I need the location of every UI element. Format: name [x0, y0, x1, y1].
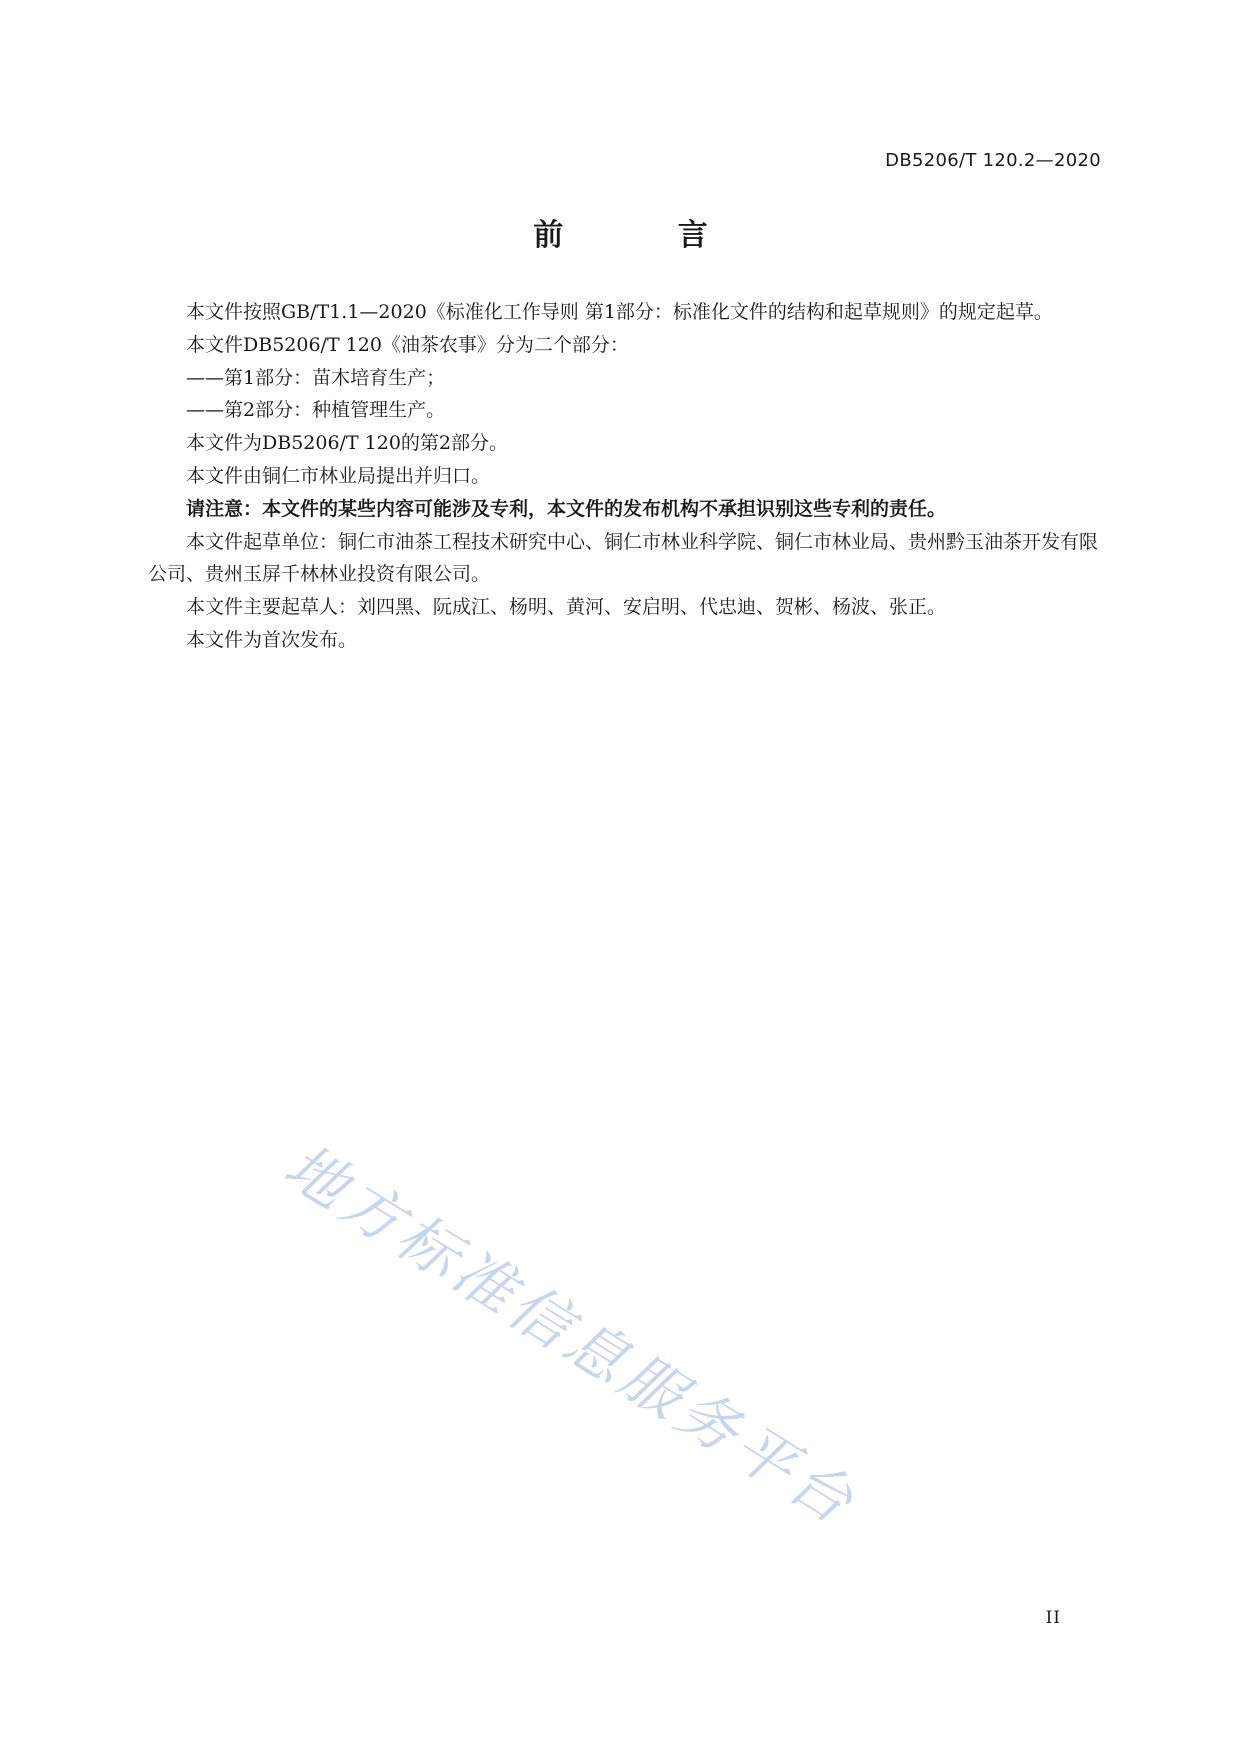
paragraph-parts-intro: 本文件DB5206/T 120《油茶农事》分为二个部分：	[186, 333, 629, 356]
page-title: 前 言	[533, 218, 760, 253]
foreword-body	[148, 296, 1098, 657]
paragraph-drafting-units: 本文件起草单位：铜仁市油茶工程技术研究中心、铜仁市林业科学院、铜仁市林业局、贵州黔玉油茶开发有限公司、贵州玉屏千林林业投资有限公司。	[148, 530, 1099, 586]
page-number: II	[1045, 1608, 1061, 1628]
watermark: 地方标准信息服务平台	[272, 1131, 869, 1541]
paragraph-this-part: 本文件为DB5206/T 120的第2部分。	[186, 432, 509, 455]
paragraph-drafters: 本文件主要起草人：刘四黑、阮成江、杨明、黄河、安启明、代忠迪、贺彬、杨波、张正。	[186, 596, 947, 619]
paragraph-first-release: 本文件为首次发布。	[186, 628, 358, 651]
paragraph-part-2: ——第2部分：种植管理生产。	[186, 399, 446, 422]
patent-notice: 请注意：本文件的某些内容可能涉及专利，本文件的发布机构不承担识别这些专利的责任。	[186, 497, 947, 520]
paragraph-part-1: ——第1部分：苗木培育生产；	[186, 366, 446, 389]
document-code: DB5206/T 120.2—2020	[885, 150, 1101, 171]
paragraph-proposer: 本文件由铜仁市林业局提出并归口。	[186, 464, 491, 487]
paragraph-drafting-basis: 本文件按照GB/T1.1—2020《标准化工作导则 第1部分：标准化文件的结构和起草规则》的规定起草。	[186, 301, 1053, 323]
